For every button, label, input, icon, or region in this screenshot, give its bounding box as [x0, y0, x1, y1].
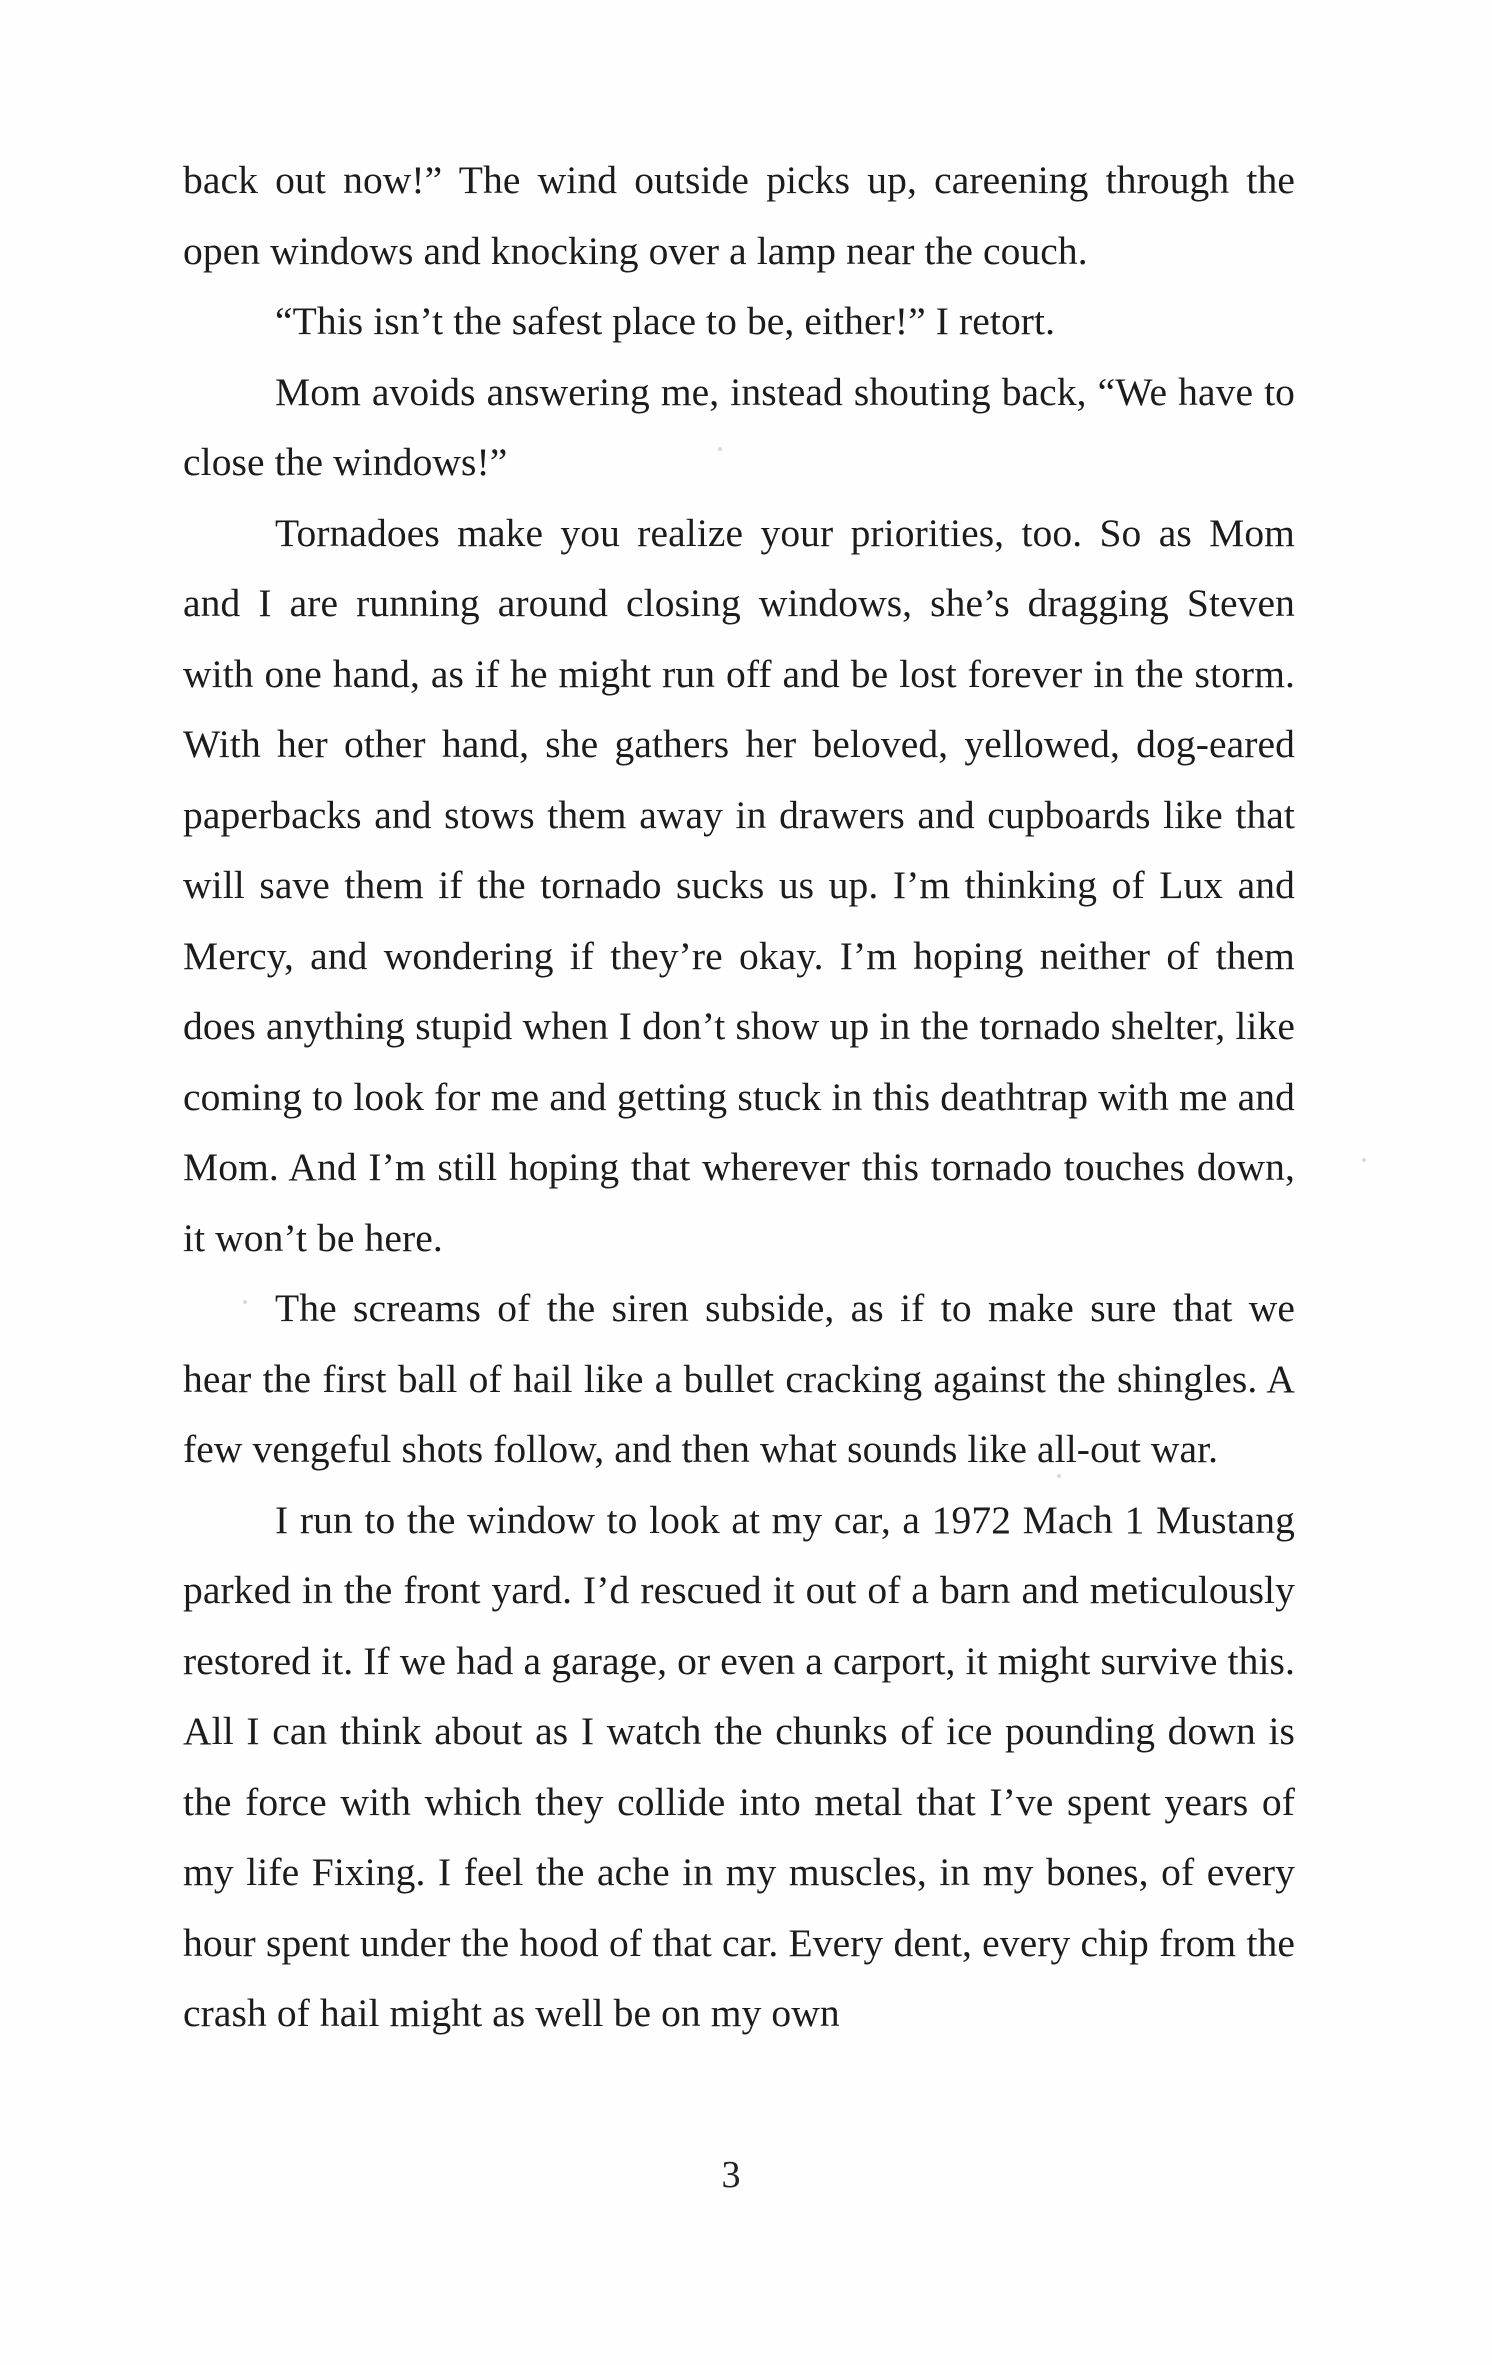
paragraph: back out now!” The wind outside picks up, careening through the open windows and knocking over a lamp near the couch. [183, 158, 1295, 273]
paper-speck [1057, 1474, 1061, 1478]
page-number [0, 2150, 1492, 2200]
paragraph: I run to the window to look at my car, a 1972 Mach 1 Mustang parked in the front yard. I’d rescued it out of a barn and meticulously restored it. If we had a garage, or even a carport, it might survive this. All I can think about as I watch the chunks of ice pounding down is the force with which they collide into metal that I’ve spent years of my life Fixing. I feel the ache in my muscles, in my bones, of every hour spent under the hood of that car. Every dent, every chip from the crash of hail might as well be on my own [183, 1497, 1295, 2035]
body-text [183, 145, 1295, 2049]
paragraph: The screams of the siren subside, as if to make sure that we hear the first ball of hail like a bullet cracking against the shingles. A few vengeful shots follow, and then what sounds like all-out war. [183, 1286, 1295, 1471]
paragraph: Tornadoes make you realize your priorities, too. So as Mom and I are running around closing windows, she’s dragging Steven with one hand, as if he might run off and be lost forever in the storm. With her other hand, she gathers her beloved, yellowed, dog-eared paperbacks and stows them away in drawers and cupboards like that will save them if the tornado sucks us up. I’m thinking of Lux and Mercy, and wondering if they’re okay. I’m hoping neither of them does anything stupid when I don’t show up in the tornado shelter, like coming to look for me and getting stuck in this deathtrap with me and Mom. And I’m still hoping that wherever this tornado touches down, it won’t be here. [183, 510, 1295, 1260]
paragraph: Mom avoids answering me, instead shouting back, “We have to close the windows!” [183, 369, 1295, 484]
page-number-label: 3 [721, 2154, 741, 2196]
paper-speck [718, 447, 722, 451]
paper-speck [1362, 1158, 1366, 1162]
paper-speck [243, 1300, 247, 1304]
paragraph: “This isn’t the safest place to be, either!” I retort. [275, 299, 1056, 343]
